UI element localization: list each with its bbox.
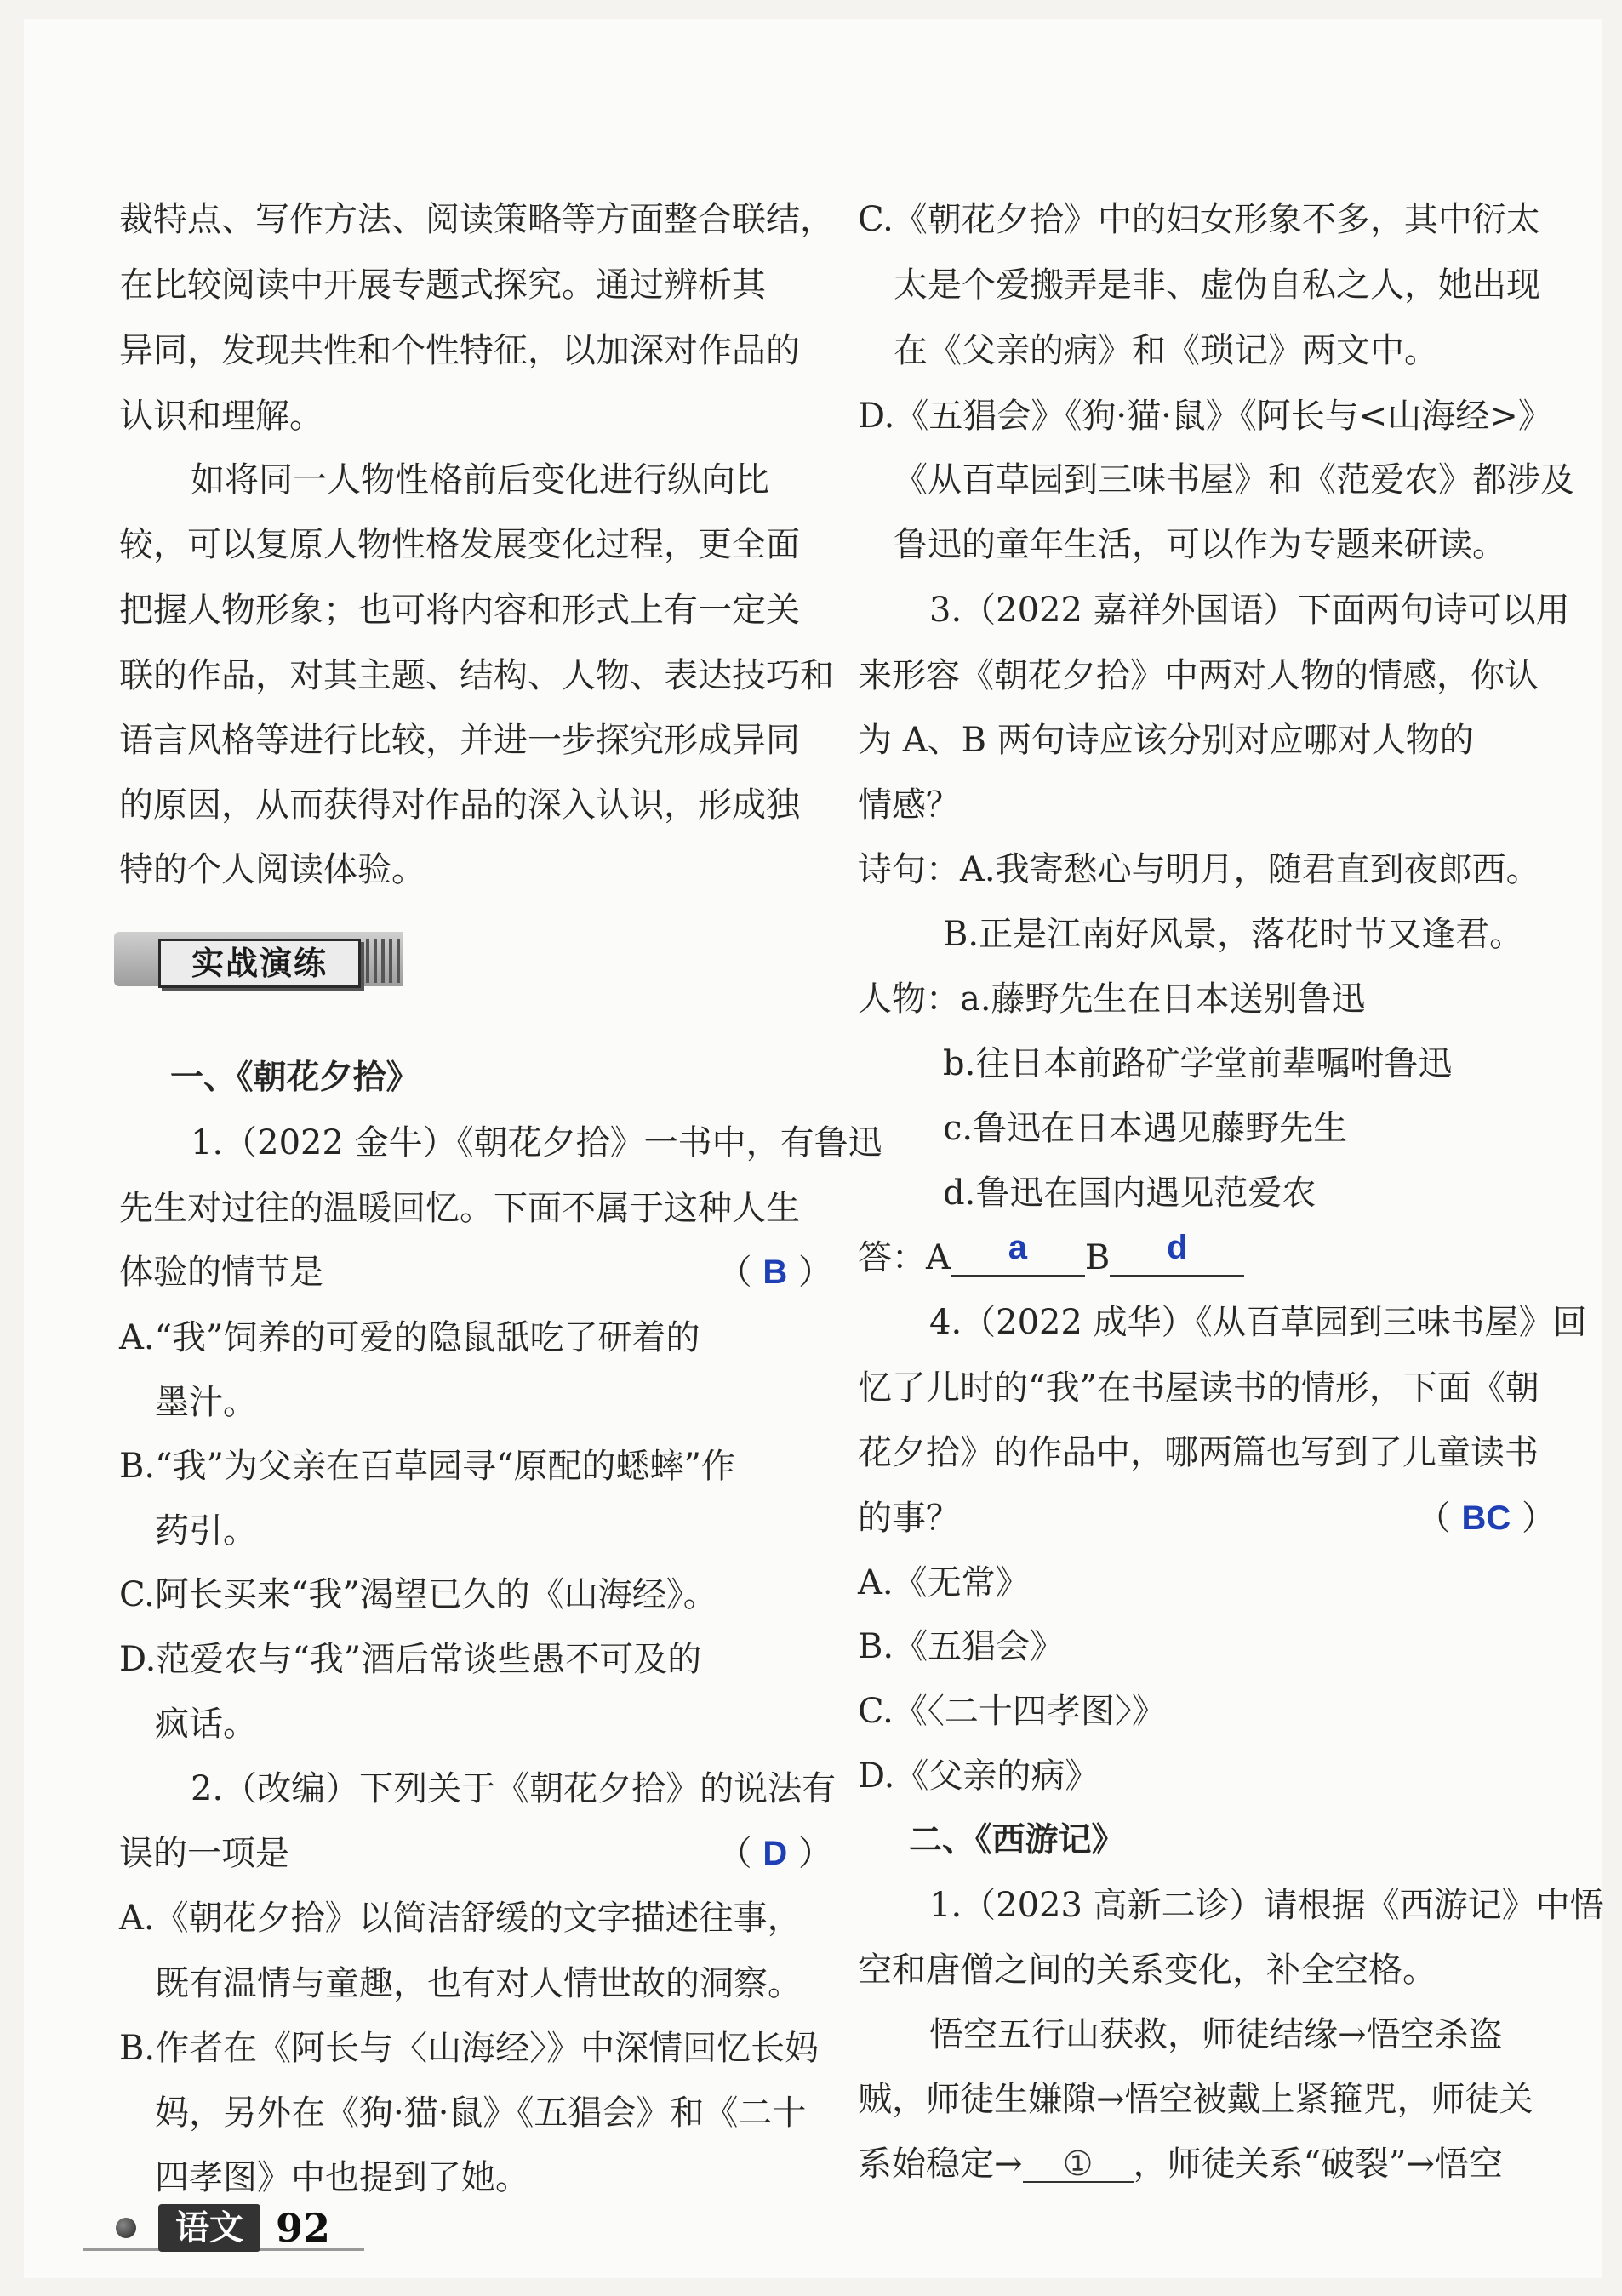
question-line: 花夕拾》的作品中，哪两篇也写到了儿童读书 [858,1433,1539,1472]
answer-bracket: （ B ） [717,1253,832,1292]
option-line: 鲁迅的童年生活，可以作为专题来研读。 [894,525,1506,564]
answer-blank-a[interactable] [951,1229,1085,1277]
textbook-page [24,19,1602,2278]
question-text: 误的一项是 [119,1834,289,1873]
option-line: D.范爱农与“我”酒后常谈些愚不可及的 [119,1640,702,1679]
question-line: 3.（2022 嘉祥外国语）下面两句诗可以用 [929,591,1570,630]
section-title: 一、《朝花夕拾》 [170,1059,420,1097]
question-text: 体验的情节是 [119,1253,323,1292]
question-line: 2.（改编）下列关于《朝花夕拾》的说法有 [191,1769,837,1808]
option-line: A.《无常》 [858,1563,1030,1602]
question-line: 先生对过往的温暖回忆。下面不属于这种人生 [119,1189,800,1228]
intro-line: 把握人物形象；也可将内容和形式上有一定关 [119,591,800,630]
banner-stripes [366,939,400,983]
subject-tab: 语文 [158,2204,260,2252]
answer-value: BC [1461,1499,1511,1537]
question-line: 情感？ [858,785,960,825]
person-line: b.往日本前路矿学堂前辈嘱咐鲁迅 [943,1044,1453,1083]
option-line: 既有温情与童趣，也有对人情世故的洞察。 [155,1964,802,2003]
option-line: 疯话。 [155,1705,257,1744]
person-line: 人物：a.藤野先生在日本送别鲁迅 [858,980,1366,1019]
question-text: 系始稳定→ [858,2145,1023,2184]
answer-value: a [1008,1229,1028,1266]
fill-blank[interactable] [1023,2147,1134,2183]
question-line: 1.（2022 金牛）《朝花夕拾》一书中，有鲁迅 [191,1123,882,1162]
person-line: d.鲁迅在国内遇见范爱农 [943,1174,1316,1213]
option-line: A.“我”饲养的可爱的隐鼠舐吃了研着的 [119,1318,700,1357]
poem-line: 诗句：A.我寄愁心与明月，随君直到夜郎西。 [858,850,1540,889]
intro-line: 较，可以复原人物性格发展变化过程，更全面 [119,525,800,564]
answer-bracket: （ D ） [717,1834,832,1873]
section-title: 二、《西游记》 [909,1821,1125,1859]
answer-value: B [762,1254,788,1291]
person-line: c.鲁迅在日本遇见藤野先生 [943,1109,1348,1148]
option-line: B.《五猖会》 [858,1627,1065,1666]
question-line [119,1253,832,1292]
blank-marker: ① [1062,2145,1094,2184]
poem-line: B.正是江南好风景，落花时节又逢君。 [943,915,1524,954]
option-line: 《从百草园到三味书屋》和《范爱农》都涉及 [894,460,1574,500]
answer-value: d [1167,1229,1188,1266]
intro-line: 认识和理解。 [119,397,323,436]
question-line [119,1834,832,1873]
practice-banner [114,923,403,997]
question-line: 为 A、B 两句诗应该分别对应哪对人物的 [858,721,1474,760]
question-text: ，师徒关系“破裂”→悟空 [1133,2145,1503,2184]
answer-label: 答：A [858,1238,951,1277]
question-text: 的事？ [858,1499,960,1538]
intro-line: 联的作品，对其主题、结构、人物、表达技巧和 [119,656,834,695]
question-line: 贼，师徒生嫌隙→悟空被戴上紧箍咒，师徒关 [858,2080,1533,2119]
question-line: 4.（2022 成华）《从百草园到三味书屋》回 [929,1303,1587,1342]
option-line: B.作者在《阿长与〈山海经〉》中深情回忆长妈 [119,2029,820,2068]
answer-line [858,1229,1244,1277]
option-line: 妈，另外在《狗·猫·鼠》《五猖会》和《二十 [155,2093,807,2133]
option-line: 四孝图》中也提到了她。 [155,2158,529,2197]
option-line: C.《朝花夕拾》中的妇女形象不多，其中衍太 [858,200,1540,239]
intro-line: 语言风格等进行比较，并进一步探究形成异同 [119,721,800,760]
question-line: 来形容《朝花夕拾》中两对人物的情感，你认 [858,656,1539,695]
intro-line: 在比较阅读中开展专题式探究。通过辨析其 [119,266,766,305]
option-line: C.阿长买来“我”渴望已久的《山海经》。 [119,1575,717,1614]
question-line [858,2147,1503,2183]
bullet-icon [116,2218,136,2238]
option-line: C.《〈二十四孝图〉》 [858,1692,1166,1731]
option-line: 在《父亲的病》和《琐记》两文中。 [894,331,1438,370]
intro-line: 的原因，从而获得对作品的深入认识，形成独 [119,785,800,825]
answer-blank-b[interactable] [1110,1229,1244,1277]
question-line: 忆了儿时的“我”在书屋读书的情形，下面《朝 [858,1368,1539,1408]
intro-line: 如将同一人物性格前后变化进行纵向比 [191,460,769,500]
banner-label: 实战演练 [158,939,361,988]
option-line: 药引。 [155,1511,257,1551]
answer-value: D [762,1835,788,1872]
question-line: 空和唐僧之间的关系变化，补全空格。 [858,1950,1436,1990]
question-line [858,1499,1556,1538]
option-line: 太是个爱搬弄是非、虚伪自私之人，她出现 [894,266,1540,305]
option-line: B.“我”为父亲在百草园寻“原配的蟋蟀”作 [119,1447,735,1486]
option-line: 墨汁。 [155,1383,257,1422]
answer-bracket: （ BC ） [1416,1499,1556,1538]
option-line: D.《五猖会》《狗·猫·鼠》《阿长与<山海经>》 [858,397,1552,436]
intro-line: 特的个人阅读体验。 [119,850,425,889]
question-line: 悟空五行山获救，师徒结缘→悟空杀盗 [929,2015,1503,2054]
option-line: A.《朝花夕拾》以简洁舒缓的文字描述往事， [119,1899,802,1938]
page-number: 92 [276,2205,331,2251]
intro-line: 裁特点、写作方法、阅读策略等方面整合联结， [119,200,834,239]
intro-line: 异同，发现共性和个性特征，以加深对作品的 [119,331,800,370]
question-line: 1.（2023 高新二诊）请根据《西游记》中悟 [929,1886,1604,1925]
answer-label: B [1084,1238,1111,1277]
option-line: D.《父亲的病》 [858,1756,1099,1796]
page-footer [83,2197,373,2265]
